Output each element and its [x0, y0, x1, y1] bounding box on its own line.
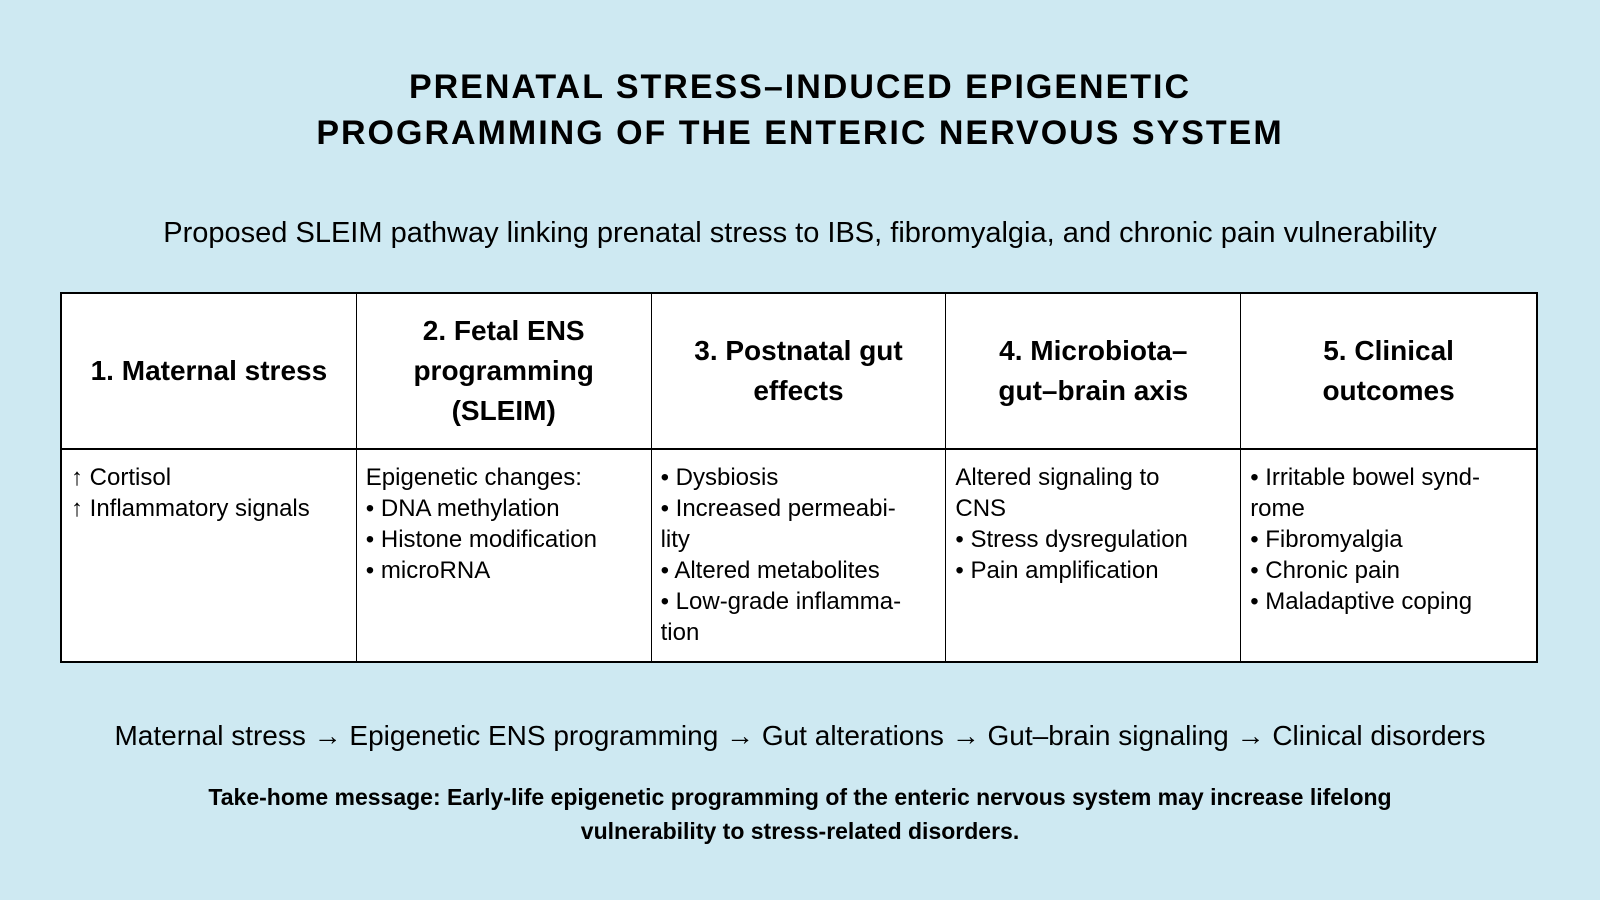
header-line: gut–brain axis: [998, 375, 1189, 406]
column-header-maternal-stress: [62, 294, 357, 450]
header-line: 1. Maternal stress: [90, 355, 328, 386]
body-line: • Dysbiosis: [660, 464, 779, 491]
column-body-microbiota-gut-brain-axis: [946, 450, 1241, 661]
header-line: 4. Microbiota–: [999, 335, 1188, 366]
body-line: Altered signaling to: [955, 464, 1160, 491]
body-line: • Irritable bowel synd-: [1250, 464, 1481, 491]
body-line: • Histone modification: [365, 526, 597, 553]
figure-subtitle: Proposed SLEIM pathway linking prenatal stress to IBS, fibromyalgia, and chronic pain vulnerability: [163, 217, 1437, 249]
take-home-message: [0, 780, 1600, 848]
header-line: programming: [413, 355, 594, 386]
header-line: outcomes: [1322, 375, 1455, 406]
body-line: • DNA methylation: [365, 495, 560, 522]
header-line: 3. Postnatal gut: [694, 335, 903, 366]
column-header-fetal-ens-programming: [357, 294, 652, 450]
body-line: rome: [1250, 495, 1305, 522]
header-line: (SLEIM): [451, 395, 556, 426]
body-line: CNS: [955, 495, 1007, 522]
body-line: • Stress dysregulation: [955, 526, 1188, 553]
body-line: • Maladaptive coping: [1250, 588, 1473, 615]
body-line: • Pain amplification: [955, 557, 1159, 584]
body-line: • Altered metabolites: [660, 557, 880, 584]
body-line: • Fibromyalgia: [1250, 526, 1403, 553]
body-line: tion: [660, 619, 700, 646]
column-body-fetal-ens-programming: [357, 450, 652, 661]
header-line: effects: [753, 375, 844, 406]
title-line-2: PROGRAMMING OF THE ENTERIC NERVOUS SYSTEM: [316, 114, 1284, 152]
body-line: • Chronic pain: [1250, 557, 1400, 584]
column-header-microbiota-gut-brain-axis: [946, 294, 1241, 450]
body-line: ↑ Inflammatory signals: [71, 495, 310, 522]
title-line-1: PRENATAL STRESS–INDUCED EPIGENETIC: [408, 68, 1192, 106]
column-body-maternal-stress: [62, 450, 357, 661]
column-body-postnatal-gut-effects: [652, 450, 947, 661]
column-header-clinical-outcomes: [1241, 294, 1536, 450]
header-line: 2. Fetal ENS: [422, 315, 585, 346]
body-line: • Increased permeabi-: [660, 495, 896, 522]
body-line: lity: [660, 526, 690, 553]
take-home-line-2: vulnerability to stress-related disorders.: [580, 818, 1020, 844]
header-line: 5. Clinical: [1323, 335, 1454, 366]
body-line: ↑ Cortisol: [71, 464, 172, 491]
column-header-postnatal-gut-effects: [652, 294, 947, 450]
body-line: • microRNA: [365, 557, 491, 584]
figure-title: [0, 64, 1600, 156]
body-line: Epigenetic changes:: [365, 464, 582, 491]
pathway-table: [60, 292, 1538, 663]
pathway-flow-summary: Maternal stress → Epigenetic ENS programming → Gut alterations → Gut–brain signaling → Clinical disorders: [114, 720, 1486, 751]
body-line: • Low-grade inflamma-: [660, 588, 902, 615]
take-home-line-1: Take-home message: Early-life epigenetic programming of the enteric nervous system may increase lifelong: [208, 784, 1392, 810]
column-body-clinical-outcomes: [1241, 450, 1536, 661]
